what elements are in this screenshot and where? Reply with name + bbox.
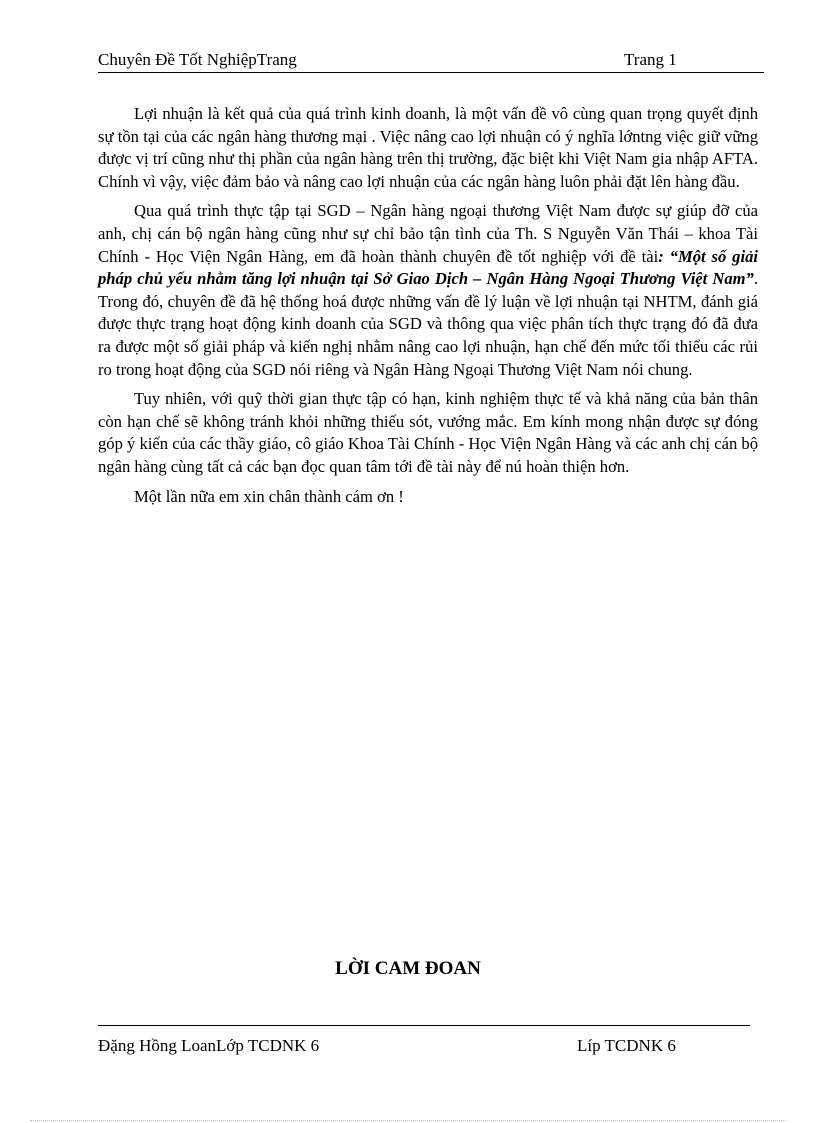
page-header [98,48,764,73]
header-page-number: Trang 1 [624,50,677,69]
paragraph-thanks: Một lần nữa em xin chân thành cám ơn ! [134,486,404,506]
document-body [98,103,758,515]
footer-class: Líp TCDNK 6 [577,1036,676,1055]
page-bottom-edge [30,1120,786,1121]
footer-author: Đặng Hồng LoanLớp TCDNK 6 [98,1036,320,1055]
paragraph-limitations: Tuy nhiên, với quỹ thời gian thực tập có hạn, kinh nghiệm thực tế và khả năng của bản thân còn hạn chế sẽ không tránh khỏi những thiếu sót, vướng mắc. Em kính mong nhận được sự đóng góp ý kiến của các thầy giáo, cô giáo Khoa Tài Chính - Học Viện Ngân Hàng và các anh chị cán bộ ngân hàng cùng tất cả các bạn đọc quan tâm tới đề tài này để nú hoàn thiện hơn. [98,389,758,476]
paragraph-internship-text-a: Qua quá trình thực tập tại SGD – Ngân hàng ngoại thương Việt Nam được sự giúp đỡ của anh, chị cán bộ ngân hàng cũng như sự chỉ bảo tận tình của Th. S Nguyễn Văn Thái – khoa Tài Chính - Học Viện Ngân Hàng, em đã hoàn thành chuyên đề tốt nghiệp với đề tài [98,201,758,266]
paragraph-internship-text-c: . Trong đó, chuyên đề đã hệ thống hoá được những vấn đề lý luận về lợi nhuận tại NHTM, đánh giá được thực trạng hoạt động kinh doanh của SGD và thông qua việc phân tích thực trạng đó đã đưa ra được một số giải pháp và kiến nghị nhằm nâng cao lợi nhuận, hạn chế đến mức tối thiểu các rủi ro trong hoạt động của SGD nói riêng và Ngân Hàng Ngoại Thương Việt Nam nói chung. [98,269,758,379]
footer-divider [98,1025,750,1026]
section-title: LỜI CAM ĐOAN [335,958,481,979]
header-title: Chuyên Đề Tốt NghiệpTrang [98,50,297,69]
paragraph-intro: Lợi nhuận là kết quả của quá trình kinh doanh, là một vấn đề vô cùng quan trọng quyết định sự tồn tại của các ngân hàng thương mại . Việc nâng cao lợi nhuận có ý nghĩa lớntng việc giữ vững được vị trí cũng như thị phần của ngân hàng trên thị trường, đặc biệt khi Việt Nam gia nhập AFTA. Chính vì vậy, việc đảm bảo và nâng cao lợi nhuận của các ngân hàng luôn phải đặt lên hàng đầu. [98,104,758,191]
thesis-topic: : “Một số giải pháp chủ yếu nhằm tăng lợi nhuận tại Sở Giao Dịch – Ngân Hàng Ngoại Thương Việt Nam” [98,246,758,289]
paragraph-internship [98,200,758,381]
